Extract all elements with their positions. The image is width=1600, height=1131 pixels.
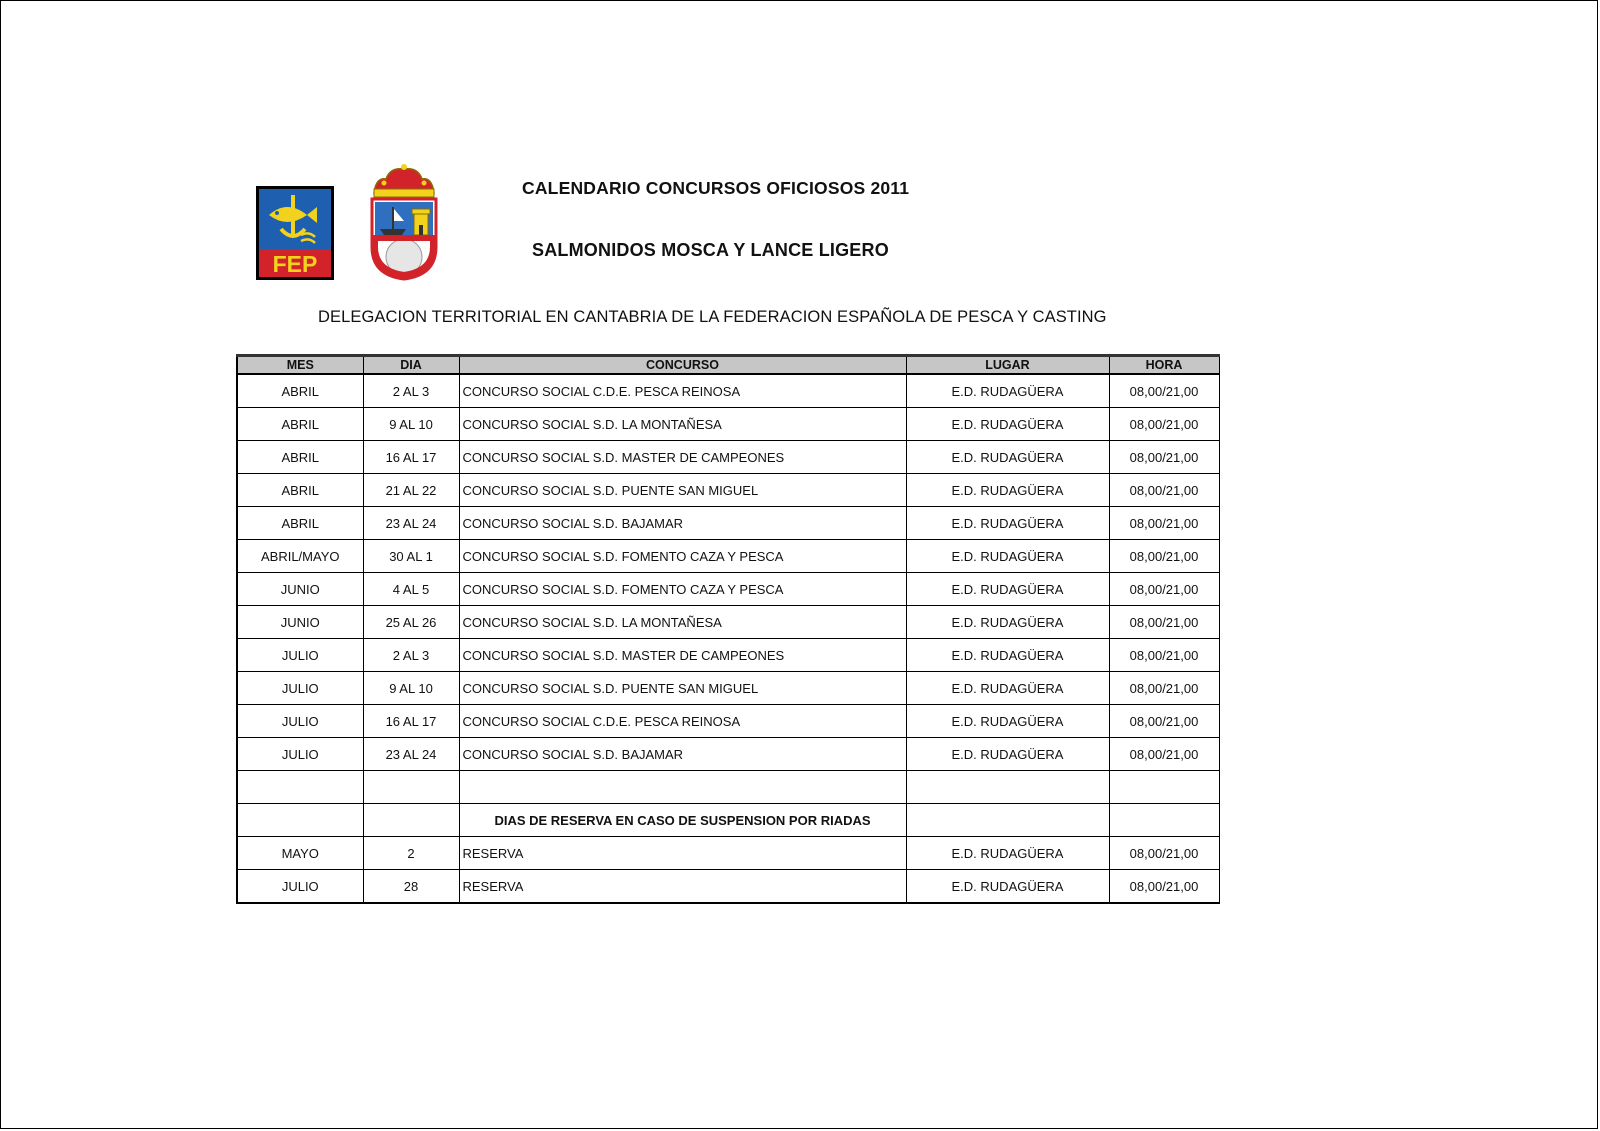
cell-hora: 08,00/21,00 [1109,837,1219,870]
cell-hora: 08,00/21,00 [1109,441,1219,474]
cell-concurso: CONCURSO SOCIAL S.D. LA MONTAÑESA [459,408,906,441]
cell-dia: 23 AL 24 [363,738,459,771]
cell-concurso: CONCURSO SOCIAL S.D. MASTER DE CAMPEONES [459,441,906,474]
table-row [237,441,1219,474]
table-row [237,408,1219,441]
cell-mes: JUNIO [237,573,363,606]
table-row-reserve-note [237,804,1219,837]
cell-lugar: E.D. RUDAGÜERA [906,672,1109,705]
cell-lugar: E.D. RUDAGÜERA [906,606,1109,639]
cell-mes: ABRIL [237,474,363,507]
header-mes: MES [237,356,363,375]
cell-hora [1109,804,1219,837]
cell-mes: JULIO [237,870,363,904]
table-row [237,474,1219,507]
cell-dia: 25 AL 26 [363,606,459,639]
cell-dia: 2 AL 3 [363,374,459,408]
table-row [237,705,1219,738]
cell-concurso [459,771,906,804]
table-row [237,738,1219,771]
cell-lugar: E.D. RUDAGÜERA [906,705,1109,738]
table-row [237,374,1219,408]
document-title: CALENDARIO CONCURSOS OFICIOSOS 2011 [522,178,910,198]
cell-concurso: CONCURSO SOCIAL S.D. PUENTE SAN MIGUEL [459,474,906,507]
cell-hora: 08,00/21,00 [1109,408,1219,441]
cell-mes: ABRIL/MAYO [237,540,363,573]
cell-dia [363,771,459,804]
cell-mes: JUNIO [237,606,363,639]
cell-mes [237,771,363,804]
cell-dia: 2 [363,837,459,870]
delegation-heading: DELEGACION TERRITORIAL EN CANTABRIA DE LA FEDERACION ESPAÑOLA DE PESCA Y CASTING [318,308,1107,326]
table-row [237,837,1219,870]
cell-lugar: E.D. RUDAGÜERA [906,441,1109,474]
cell-concurso: CONCURSO SOCIAL S.D. PUENTE SAN MIGUEL [459,672,906,705]
document-subtitle: SALMONIDOS MOSCA Y LANCE LIGERO [532,240,889,260]
table-header-row [237,356,1219,375]
cell-dia: 23 AL 24 [363,507,459,540]
cell-dia: 9 AL 10 [363,672,459,705]
cell-hora: 08,00/21,00 [1109,705,1219,738]
table-row [237,606,1219,639]
cell-dia: 30 AL 1 [363,540,459,573]
cell-lugar: E.D. RUDAGÜERA [906,474,1109,507]
cell-dia: 21 AL 22 [363,474,459,507]
cell-hora: 08,00/21,00 [1109,507,1219,540]
header-lugar: LUGAR [906,356,1109,375]
cell-concurso: CONCURSO SOCIAL S.D. MASTER DE CAMPEONES [459,639,906,672]
cell-hora: 08,00/21,00 [1109,374,1219,408]
cell-mes: ABRIL [237,507,363,540]
table-row [237,672,1219,705]
reserve-note: DIAS DE RESERVA EN CASO DE SUSPENSION POR RIADAS [459,804,906,837]
header-dia: DIA [363,356,459,375]
coat-of-arms [366,163,442,281]
cell-lugar [906,804,1109,837]
fep-logo [255,185,335,281]
fep-logo-text: FEP [272,251,318,277]
cell-mes [237,804,363,837]
cell-lugar [906,771,1109,804]
cell-hora: 08,00/21,00 [1109,606,1219,639]
table-row-empty [237,771,1219,804]
calendar-table [236,354,1220,904]
cell-hora: 08,00/21,00 [1109,573,1219,606]
header-hora: HORA [1109,356,1219,375]
table-row [237,573,1219,606]
table-row [237,540,1219,573]
cell-mes: ABRIL [237,441,363,474]
cell-mes: JULIO [237,672,363,705]
cell-lugar: E.D. RUDAGÜERA [906,540,1109,573]
cell-hora: 08,00/21,00 [1109,474,1219,507]
cell-mes: ABRIL [237,374,363,408]
cell-lugar: E.D. RUDAGÜERA [906,837,1109,870]
cell-concurso: CONCURSO SOCIAL C.D.E. PESCA REINOSA [459,374,906,408]
table-row [237,639,1219,672]
cell-concurso: CONCURSO SOCIAL S.D. BAJAMAR [459,507,906,540]
cell-concurso: CONCURSO SOCIAL S.D. FOMENTO CAZA Y PESCA [459,540,906,573]
cell-dia: 16 AL 17 [363,441,459,474]
cell-mes: JULIO [237,705,363,738]
cell-concurso: CONCURSO SOCIAL S.D. LA MONTAÑESA [459,606,906,639]
cell-concurso: CONCURSO SOCIAL C.D.E. PESCA REINOSA [459,705,906,738]
cell-dia: 16 AL 17 [363,705,459,738]
cell-dia: 4 AL 5 [363,573,459,606]
cell-mes: JULIO [237,639,363,672]
cell-dia [363,804,459,837]
table-row [237,507,1219,540]
cell-mes: MAYO [237,837,363,870]
cell-lugar: E.D. RUDAGÜERA [906,738,1109,771]
cell-lugar: E.D. RUDAGÜERA [906,507,1109,540]
cell-dia: 9 AL 10 [363,408,459,441]
cell-lugar: E.D. RUDAGÜERA [906,408,1109,441]
cell-lugar: E.D. RUDAGÜERA [906,870,1109,904]
cell-concurso: RESERVA [459,837,906,870]
cell-mes: JULIO [237,738,363,771]
cell-hora [1109,771,1219,804]
cell-lugar: E.D. RUDAGÜERA [906,639,1109,672]
cell-dia: 2 AL 3 [363,639,459,672]
cell-concurso: CONCURSO SOCIAL S.D. FOMENTO CAZA Y PESCA [459,573,906,606]
cell-hora: 08,00/21,00 [1109,639,1219,672]
cell-mes: ABRIL [237,408,363,441]
cell-hora: 08,00/21,00 [1109,540,1219,573]
header-concurso: CONCURSO [459,356,906,375]
cell-hora: 08,00/21,00 [1109,738,1219,771]
cell-concurso: RESERVA [459,870,906,904]
cell-hora: 08,00/21,00 [1109,672,1219,705]
table-row [237,870,1219,904]
cell-concurso: CONCURSO SOCIAL S.D. BAJAMAR [459,738,906,771]
cell-dia: 28 [363,870,459,904]
cell-lugar: E.D. RUDAGÜERA [906,573,1109,606]
cell-lugar: E.D. RUDAGÜERA [906,374,1109,408]
cell-hora: 08,00/21,00 [1109,870,1219,904]
